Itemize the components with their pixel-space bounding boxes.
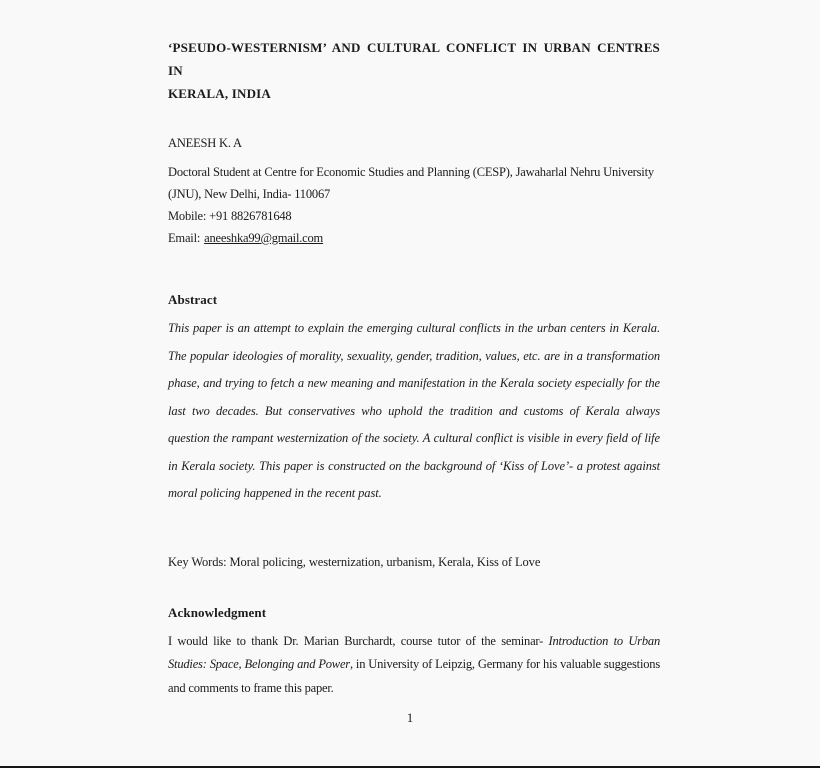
author-block: [168, 132, 660, 249]
paper-title: [168, 36, 660, 105]
author-mobile: Mobile: +91 8826781648: [168, 209, 292, 223]
page-number: 1: [406, 710, 414, 725]
email-link[interactable]: aneeshka99@gmail.com: [204, 231, 324, 245]
keywords-line: Key Words: Moral policing, westernization, urbanism, Kerala, Kiss of Love: [168, 554, 541, 569]
email-label: Email:: [168, 231, 201, 245]
acknowledgment-text: [168, 630, 660, 701]
author-email-line: [168, 227, 660, 249]
paper-title-line1: ‘PSEUDO-WESTERNISM’ AND CULTURAL CONFLICT IN URBAN CENTRES IN: [168, 40, 660, 78]
abstract-text: This paper is an attempt to explain the emerging cultural conflicts in the urban centers in Kerala. The popular ideologies of morality, sexuality, gender, tradition, values, etc. are in a transformation phase, and trying to fetch a new meaning and manifestation in the Kerala society especially for the last two decades. But conservatives who uphold the tradition and customs of Kerala always question the rampant westernization of the society. A cultural conflict is visible in every field of life in Kerala society. This paper is constructed on the background of ‘Kiss of Love’- a protest against moral policing happened in the recent past.: [168, 321, 660, 500]
acknowledgment-text-part2: , in University of Leipzig, Germany for his valuable suggestions and comments to frame this paper.: [168, 657, 660, 695]
acknowledgment-heading: Acknowledgment: [168, 604, 267, 620]
abstract-heading: Abstract: [168, 292, 218, 307]
author-affiliation-line1: Doctoral Student at Centre for Economic Studies and Planning (CESP), Jawaharlal Nehru University: [168, 165, 654, 179]
paper-title-line2: KERALA, INDIA: [168, 86, 272, 101]
author-affiliation-line2: (JNU), New Delhi, India- 110067: [168, 187, 331, 201]
acknowledgment-text-part1: I would like to thank Dr. Marian Burchardt, course tutor of the seminar-: [168, 633, 549, 648]
author-name: ANEESH K. A: [168, 136, 242, 150]
seminar-title-italic: Introduction to Urban Studies: Space, Belonging and Power: [168, 633, 660, 671]
